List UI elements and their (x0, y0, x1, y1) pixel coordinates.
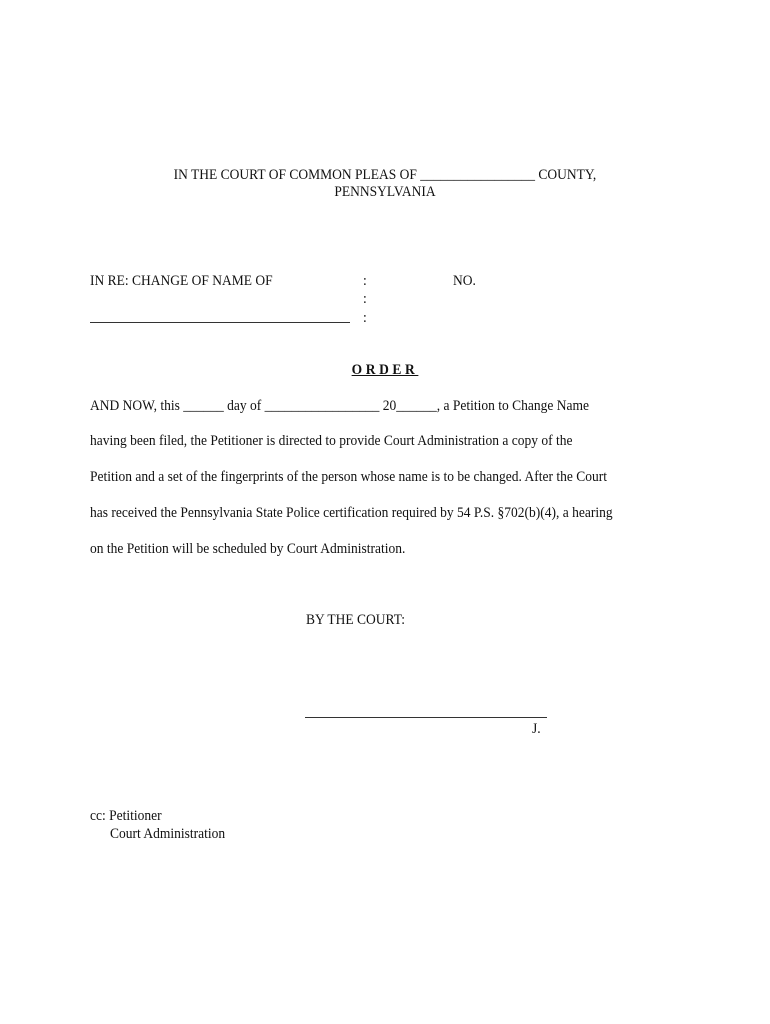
cc-court-administration: Court Administration (110, 826, 226, 842)
body-line: has received the Pennsylvania State Police certification required by 54 P.S. §702(b)(4), a hearing (90, 505, 613, 521)
in-re-label: IN RE: CHANGE OF NAME OF (90, 273, 273, 289)
caption-colon: : (363, 310, 367, 326)
name-blank-line (90, 322, 350, 323)
court-heading-line1: IN THE COURT OF COMMON PLEAS OF _________________ COUNTY, (173, 167, 597, 183)
body-line: Petition and a set of the fingerprints of the person whose name is to be changed. After the Court (90, 469, 608, 485)
judge-suffix: J. (532, 721, 541, 737)
caption-colon: : (363, 291, 367, 307)
signature-line (305, 717, 547, 718)
body-line: AND NOW, this ______ day of _________________ 20______, a Petition to Change Name (90, 398, 589, 414)
body-line: having been filed, the Petitioner is directed to provide Court Administration a copy of the (90, 433, 573, 449)
docket-number-label: NO. (453, 273, 476, 289)
cc-petitioner: cc: Petitioner (90, 808, 162, 824)
order-title: ORDER (351, 362, 419, 378)
by-the-court-label: BY THE COURT: (306, 612, 406, 628)
body-line: on the Petition will be scheduled by Court Administration. (90, 541, 406, 557)
caption-colon: : (363, 273, 367, 289)
court-heading-line2: PENNSYLVANIA (334, 184, 436, 200)
